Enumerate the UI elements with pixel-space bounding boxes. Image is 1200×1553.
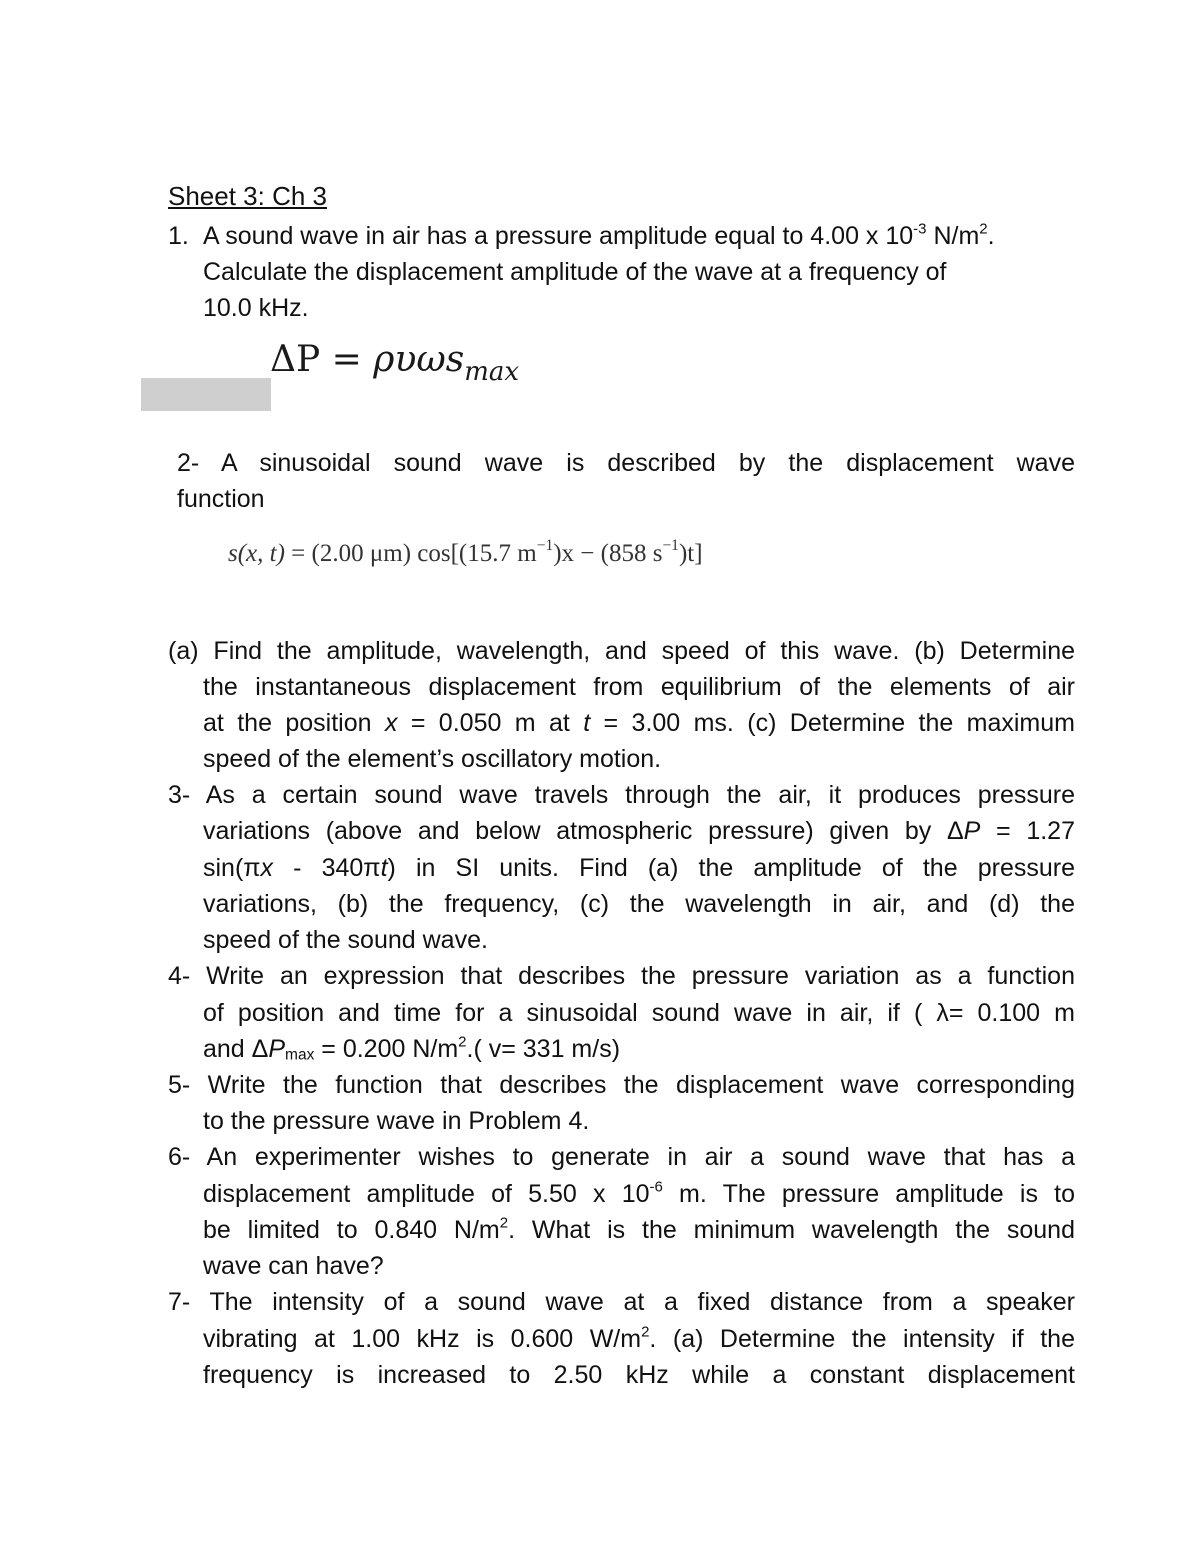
q6-line-4: wave can have? bbox=[203, 1252, 384, 1280]
q6-line-3: be limited to 0.840 $N/m^2$. What is the minimum wavelength the sound bbox=[203, 1214, 1075, 1244]
q2-parts-line-1: (a) Find the amplitude, wavelength, and speed of this wave. (b) Determine bbox=[168, 637, 1075, 665]
q1-line-2: Calculate the displacement amplitude of the wave at a frequency of bbox=[203, 258, 947, 286]
q3-line-3: sin(πx - 340πt) in SI units. Find (a) the amplitude of the pressure bbox=[203, 854, 1075, 882]
q6-line-1: 6- An experimenter wishes to generate in air a sound wave that has a bbox=[168, 1143, 1075, 1171]
q3-line-4: variations, (b) the frequency, (c) the wavelength in air, and (d) the bbox=[203, 890, 1075, 918]
q3-line-5: speed of the sound wave. bbox=[203, 926, 488, 954]
q4-line-3: and $\Delta P_{max} = 0.200$ $N/m^2$.( v= 331 m/s) bbox=[203, 1033, 621, 1064]
pressure-amplitude-formula: ΔP = ρυωs$_{max}$ bbox=[270, 339, 520, 388]
image-placeholder-box bbox=[141, 378, 271, 411]
q2-line-1: 2- A sinusoidal sound wave is described by the displacement wave bbox=[177, 449, 1075, 477]
q4-line-1: 4- Write an expression that describes the pressure variation as a function bbox=[168, 962, 1075, 990]
q2-line-2: function bbox=[177, 485, 265, 513]
q5-line-2: to the pressure wave in Problem 4. bbox=[203, 1107, 590, 1135]
q7-line-1: 7- The intensity of a sound wave at a fixed distance from a speaker bbox=[168, 1288, 1075, 1316]
q7-line-3: frequency is increased to 2.50 kHz while a constant displacement bbox=[203, 1361, 1075, 1389]
q1-number: 1. bbox=[168, 222, 189, 250]
q2-parts-line-4: speed of the element’s oscillatory motion. bbox=[203, 745, 662, 773]
q4-line-2: of position and time for a sinusoidal sound wave in air, if ( λ= 0.100 m bbox=[203, 999, 1075, 1027]
q2-parts-line-3: at the position x = 0.050 m at t = 3.00 ms. (c) Determine the maximum bbox=[203, 709, 1075, 737]
q7-line-2: vibrating at 1.00 kHz is 0.600 $W/m^2$. (a) Determine the intensity if the bbox=[203, 1323, 1075, 1353]
sheet-title: Sheet 3: Ch 3 bbox=[168, 181, 327, 211]
q6-line-2: displacement amplitude of 5.50 x $10^{-6}$ m. The pressure amplitude is to bbox=[203, 1178, 1076, 1208]
q1-line-3: 10.0 kHz. bbox=[203, 294, 309, 322]
q5-line-1: 5- Write the function that describes the displacement wave corresponding bbox=[168, 1071, 1075, 1099]
q3-line-2: variations (above and below atmospheric pressure) given by ΔP = 1.27 bbox=[203, 817, 1075, 845]
displacement-wave-function-formula: s(x, t) = (2.00 μm) cos[(15.7 $m^{-1})x - (858$ $s^{-1})t$] bbox=[228, 537, 703, 567]
q2-parts-line-2: the instantaneous displacement from equilibrium of the elements of air bbox=[203, 673, 1075, 701]
q3-line-1: 3- As a certain sound wave travels through the air, it produces pressure bbox=[168, 781, 1075, 809]
q1-line-1: A sound wave in air has a pressure amplitude equal to 4.00 x $10^{-3}$ $N/m^2$. bbox=[203, 220, 995, 250]
